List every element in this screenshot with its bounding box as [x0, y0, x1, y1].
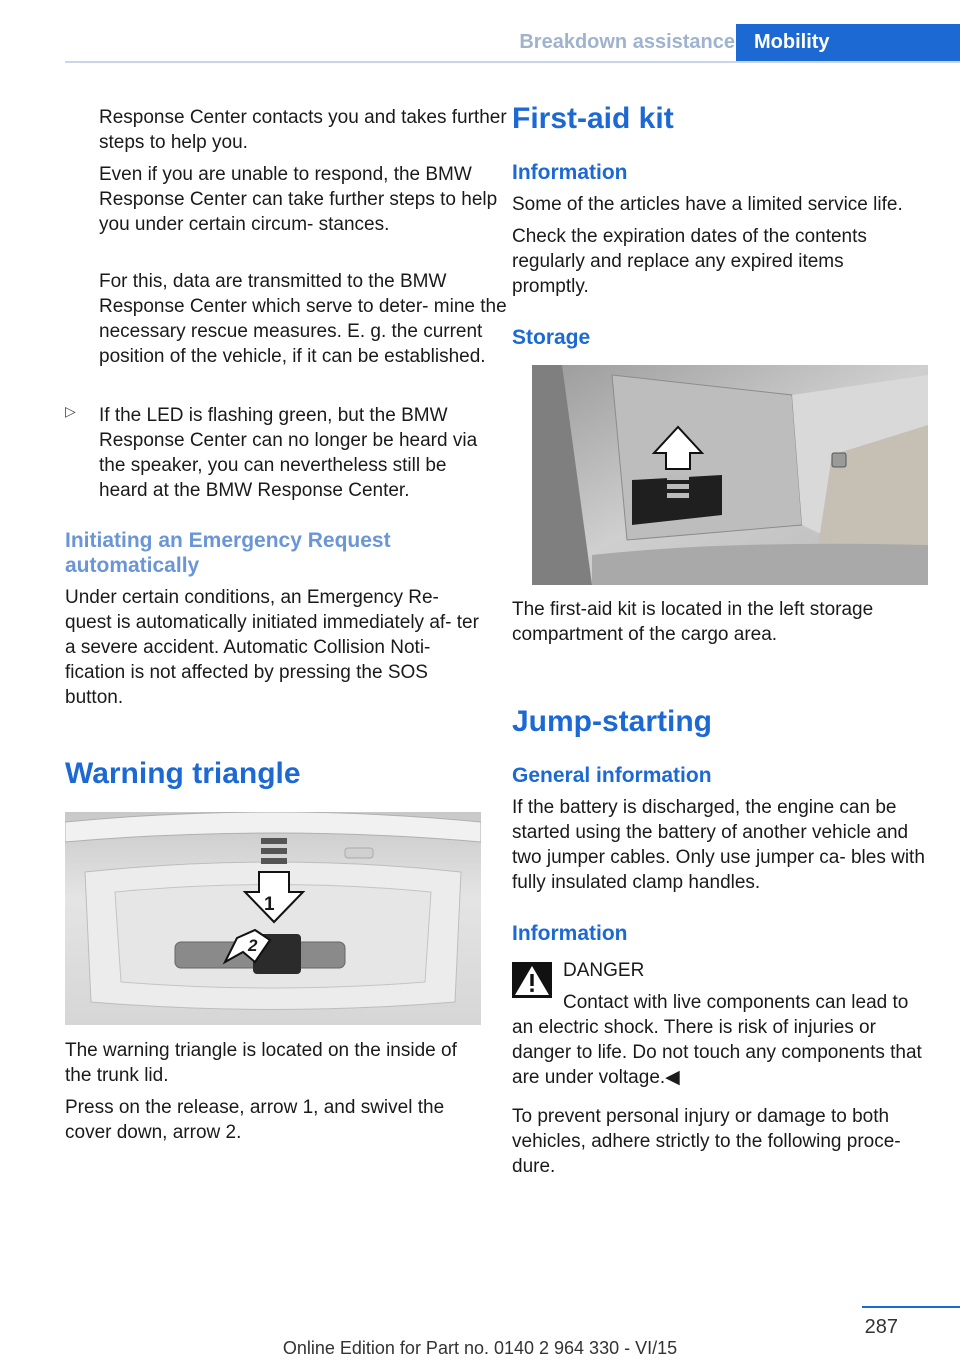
heading-information-2: Information	[512, 922, 628, 945]
header-section-title: Breakdown assistance	[519, 31, 735, 53]
trunk-location-paragraph: The warning triangle is located on the inside of the trunk lid.	[65, 1040, 457, 1086]
heading-information: Information	[512, 161, 628, 184]
heading-jump-starting: Jump-starting	[512, 705, 713, 738]
cargo-storage-figure	[532, 365, 928, 585]
unable-respond-paragraph: Even if you are unable to respond, the BMW Response Center can take further steps to help you under certain circum‐ stances.	[99, 164, 498, 235]
expiration-paragraph: Check the expiration dates of the contents regularly and replace any expired items promptly.	[512, 226, 867, 297]
footer-edition: Online Edition for Part no. 0140 2 964 330 - VI/15	[282, 1338, 678, 1358]
prevent-injury-paragraph: To prevent personal injury or damage to both vehicles, adhere strictly to the following proce‐ dure.	[512, 1106, 901, 1177]
response-center-paragraph: Response Center contacts you and takes further steps to help you.	[99, 107, 507, 153]
led-bullet-item	[65, 403, 481, 503]
service-life-paragraph: Some of the articles have a limited service life.	[512, 194, 903, 215]
battery-discharged-paragraph: If the battery is discharged, the engine can be started using the battery of another vehicle and two jumper cables. Only use jumper ca‐ bles with fully insulated clamp handles.	[512, 797, 925, 893]
release-paragraph: Press on the release, arrow 1, and swivel the cover down, arrow 2.	[65, 1097, 445, 1143]
heading-warning-triangle: Warning triangle	[65, 757, 301, 790]
danger-label: DANGER	[563, 960, 645, 981]
footer-rule	[862, 1306, 960, 1308]
bullet-triangle-icon: ▷	[65, 403, 76, 419]
storage-location-paragraph: The first-aid kit is located in the left storage compartment of the cargo area.	[512, 599, 874, 645]
page-number: 287	[864, 1316, 898, 1338]
danger-text-content: Contact with live components can lead to an electric shock. There is risk of injuries or danger to life. Do not touch any components that are under voltage.◀	[512, 992, 922, 1088]
danger-text	[512, 990, 932, 1090]
figure-arrow-2-label: 2	[248, 936, 258, 955]
led-bullet-text: If the LED is flashing green, but the BMW Response Center can no longer be heard via the speaker, you can nevertheless still be heard at the BMW Response Center.	[99, 405, 478, 501]
auto-emergency-paragraph: Under certain conditions, an Emergency Re‐ quest is automatically initiated immediately af‐ ter a severe accident. Automatic Collision Noti‐ fication is not affected by pressing the SOS button.	[65, 587, 479, 708]
heading-general-information: General information	[512, 764, 712, 787]
figure-arrow-1-label: 1	[264, 894, 275, 915]
header-rule	[65, 61, 960, 63]
heading-first-aid-kit: First-aid kit	[512, 102, 674, 135]
heading-auto-emergency: Initiating an Emergency Request automatically	[65, 529, 391, 577]
trunk-lid-figure	[65, 812, 481, 1025]
heading-storage: Storage	[512, 326, 591, 349]
header-chapter-tab: Mobility	[736, 24, 960, 62]
data-transmitted-paragraph: For this, data are transmitted to the BMW Response Center which serve to deter‐ mine the necessary rescue measures. E. g. the current position of the vehicle, if it can be established.	[99, 271, 507, 367]
